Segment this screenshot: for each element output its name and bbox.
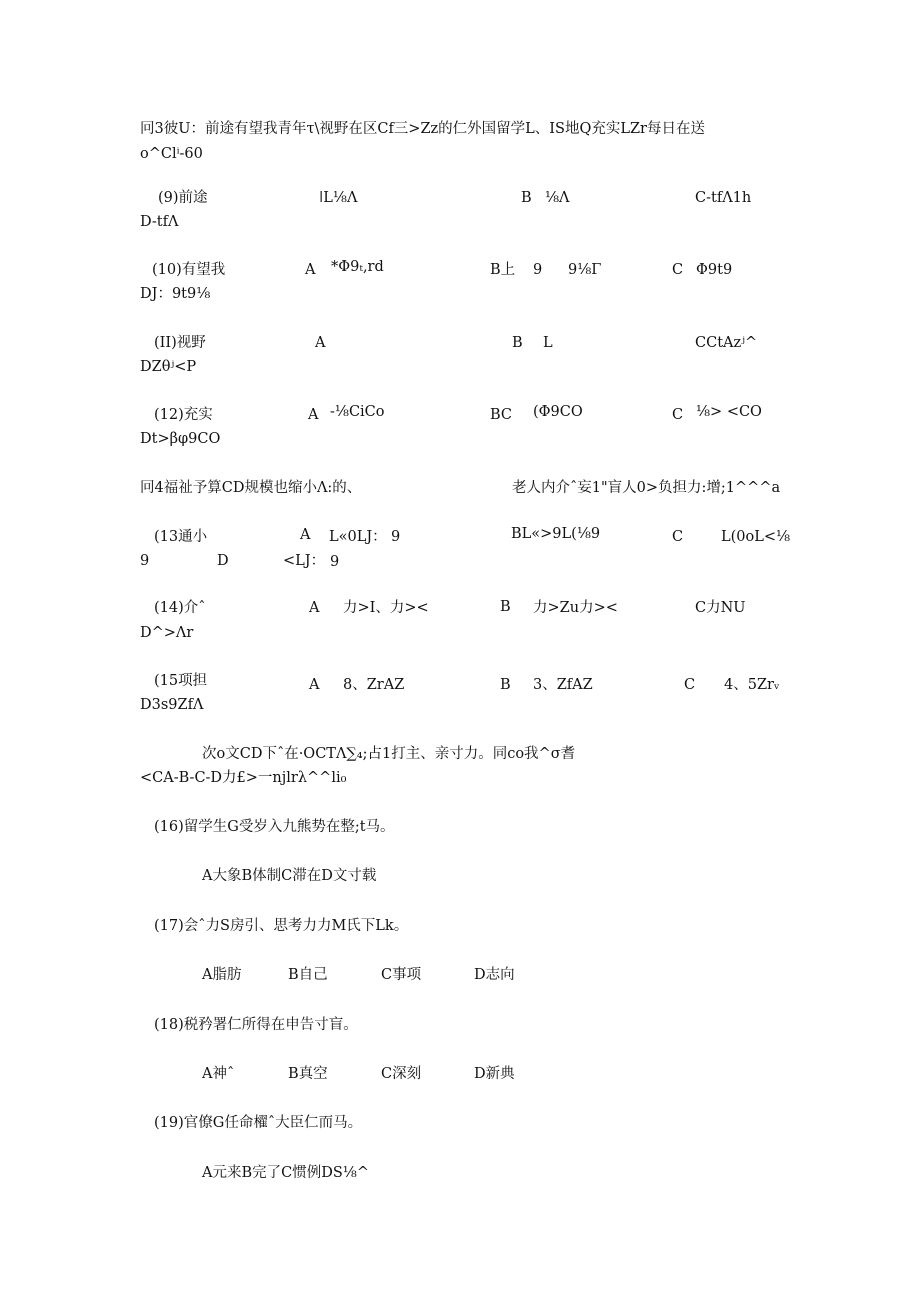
q13-option-c: L(0oL<⅛ bbox=[721, 529, 791, 545]
q10-option-b-mid: 9 bbox=[533, 262, 543, 278]
q13-option-a-letter: A bbox=[300, 527, 311, 543]
q10-option-c: Φ9t9 bbox=[696, 262, 733, 278]
q5-intro-line2: <CA-B-C-D力£>一njlrλ^^li₀ bbox=[140, 770, 347, 786]
q11-option-c: CCtAzʲ^ bbox=[695, 335, 758, 351]
q12-option-c-letter: C bbox=[672, 407, 684, 423]
q3-line1: 冋3彼U：前途有望我青年τ\视野在区Cf三>Zz的仁外国留学L、IS地Q充实LZr每日在送 bbox=[140, 121, 705, 137]
q11-option-d: DZθʲ<P bbox=[140, 359, 197, 375]
q11-option-b-letter: B bbox=[512, 335, 523, 351]
q14-option-a-letter: A bbox=[309, 600, 320, 616]
q9-option-b: ⅛Λ bbox=[545, 190, 570, 206]
q12-option-c: ⅛> <CO bbox=[696, 404, 762, 420]
q15-option-b: 3、ZfAZ bbox=[533, 677, 593, 693]
q5-intro-line1: 次o文CD下ˆ在·OCTΛ∑₄;占1打主、亲寸力。同co我^σ耆 bbox=[202, 746, 576, 762]
q13-option-d-num: 9 bbox=[330, 554, 340, 570]
q15-label: (15项担 bbox=[154, 673, 208, 689]
q12-option-a: -⅛CiCo bbox=[330, 404, 385, 420]
q9-option-b-letter: B bbox=[521, 190, 532, 206]
q14-option-b-letter: B bbox=[500, 599, 511, 615]
q10-option-b: 9⅛Γ bbox=[568, 262, 602, 278]
q13-option-b: BL«>9L(⅛9 bbox=[511, 526, 601, 542]
q18-option-c: C深刻 bbox=[381, 1066, 422, 1082]
q9-option-a: ǀL⅛Λ bbox=[319, 190, 358, 206]
q10-option-b-letter: B上 bbox=[490, 262, 516, 278]
q17-option-d: D志向 bbox=[474, 967, 515, 983]
q10-option-a-letter: A bbox=[305, 262, 316, 278]
q13-option-d: <LJ： bbox=[283, 553, 326, 569]
q19-text: (19)官僚G任命櫂ˆ大臣仁而马。 bbox=[154, 1115, 363, 1131]
q10-label: (10)有望我 bbox=[152, 262, 226, 278]
q15-option-c-letter: C bbox=[684, 677, 696, 693]
q14-option-d: D^>Λr bbox=[140, 625, 194, 641]
q4-line1-left: 冋4福祉予算CD规模也缩小Λ:的、 bbox=[140, 480, 362, 496]
q9-option-d: D-tfΛ bbox=[140, 214, 179, 230]
q11-option-b: L bbox=[543, 335, 553, 351]
q15-option-a-letter: A bbox=[309, 677, 320, 693]
q12-option-b-letter: BC bbox=[490, 407, 513, 423]
q13-label: (13通小 bbox=[154, 529, 208, 545]
q18-option-b: B真空 bbox=[288, 1066, 328, 1082]
q9-label: (9)前途 bbox=[158, 190, 208, 206]
q17-text: (17)会ˆ力S房引、思考力力M氏下Lk。 bbox=[154, 918, 409, 934]
q10-option-c-letter: C bbox=[672, 262, 684, 278]
q4-line1-right: 老人内介ˆ妄1"盲人0>负担力:增;1^^^a bbox=[512, 480, 781, 496]
q12-option-d: Dt>βφ9CO bbox=[140, 431, 221, 447]
q19-options: A元来B完了C惯例DS⅛^ bbox=[202, 1165, 369, 1181]
q12-option-a-letter: A bbox=[308, 407, 319, 423]
q18-text: (18)税矜署仁所得在申告寸盲。 bbox=[154, 1017, 358, 1033]
q13-option-a-num: 9 bbox=[391, 529, 401, 545]
q17-option-c: C事项 bbox=[381, 967, 422, 983]
q14-option-a: 力>I、力>< bbox=[343, 600, 429, 616]
q18-option-a: A神ˆ bbox=[202, 1066, 235, 1082]
q16-text: (16)留学生G受岁入九熊势在整;t马。 bbox=[154, 819, 395, 835]
q14-label: (14)介ˆ bbox=[154, 600, 206, 616]
q15-option-b-letter: B bbox=[500, 677, 511, 693]
q3-line2: o^Clⁱ-60 bbox=[140, 146, 203, 162]
q12-label: (12)充实 bbox=[154, 407, 213, 423]
q13-option-d-letter: D bbox=[217, 553, 229, 569]
q17-option-a: A脂肪 bbox=[202, 967, 242, 983]
q15-option-c: 4、5Zrᵥ bbox=[724, 677, 780, 693]
q18-option-d: D新典 bbox=[474, 1066, 515, 1082]
q13-continued: 9 bbox=[140, 553, 150, 569]
q11-label: (II)视野 bbox=[154, 335, 206, 351]
q12-option-b: (Φ9CO bbox=[533, 404, 583, 420]
q15-option-d: D3s9ZfΛ bbox=[140, 697, 204, 713]
q16-options: A大象B体制C滞在D文寸载 bbox=[202, 868, 377, 884]
q13-option-c-letter: C bbox=[672, 529, 684, 545]
q11-option-a-letter: A bbox=[315, 335, 326, 351]
q10-option-a: *Φ9ₜ,rd bbox=[331, 259, 384, 275]
q15-option-a: 8、ZrAZ bbox=[343, 677, 405, 693]
q14-option-b: 力>Zu力>< bbox=[533, 600, 618, 616]
q13-option-a: L«0LJ： bbox=[329, 529, 387, 545]
q14-option-c: C力NU bbox=[695, 600, 746, 616]
q10-option-d: DJ：9t9⅛ bbox=[140, 286, 211, 302]
q17-option-b: B自己 bbox=[288, 967, 328, 983]
q9-option-c: C-tfΛ1h bbox=[695, 190, 752, 206]
